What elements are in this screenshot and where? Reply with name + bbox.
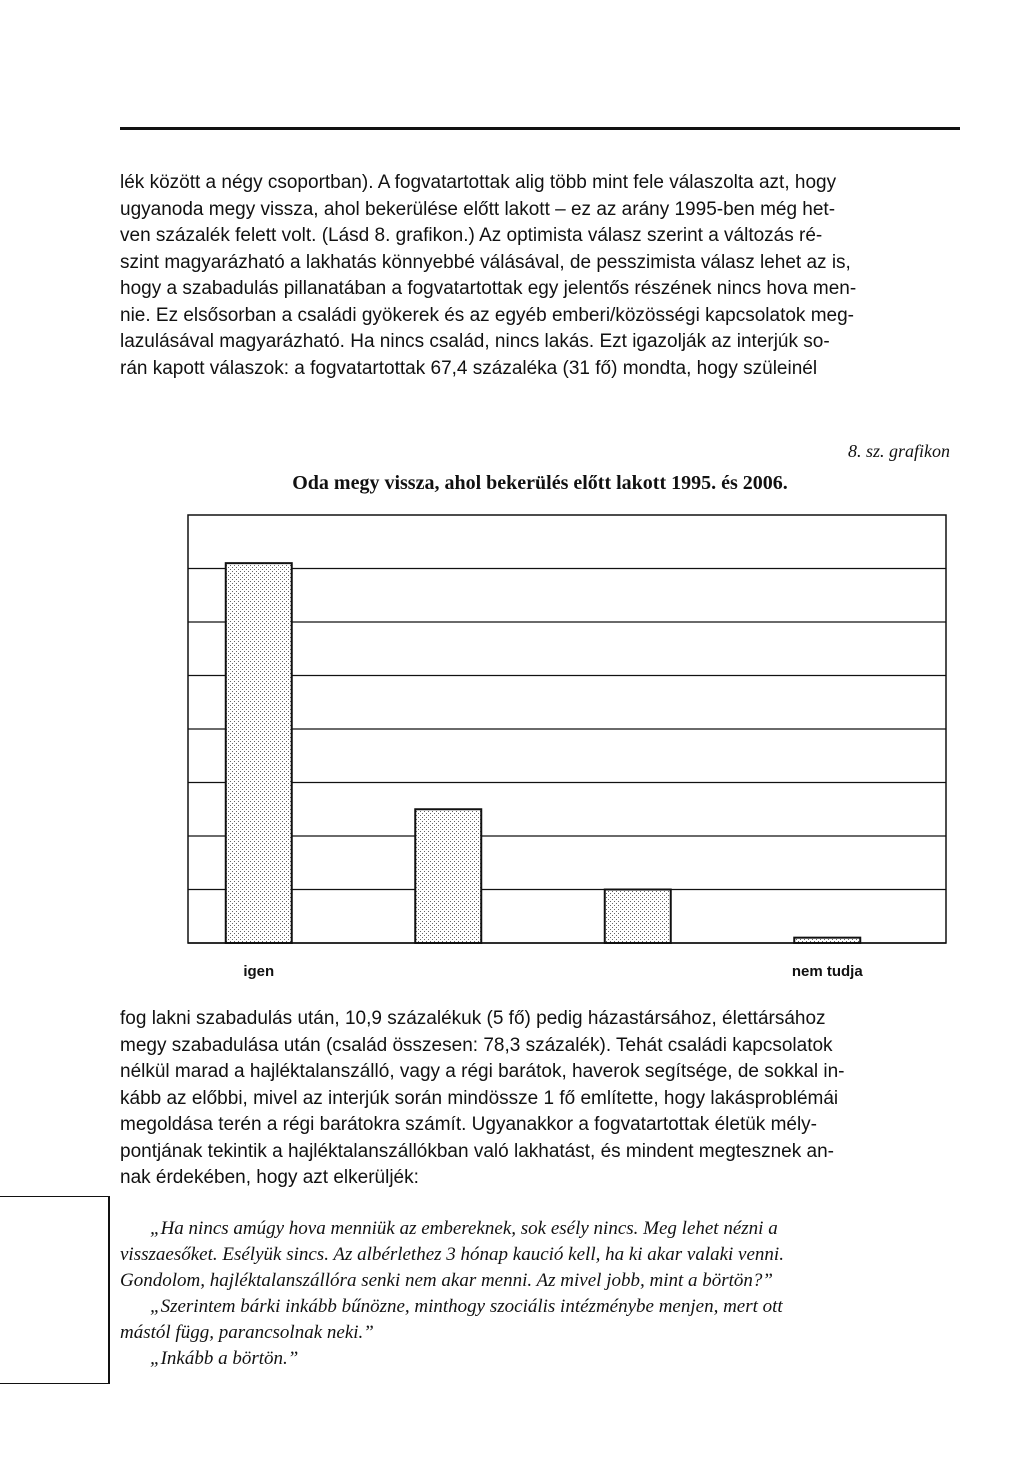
- quote-line: „Ha nincs amúgy hova menniük az embereknek, sok esély nincs. Meg lehet nézni a: [150, 1218, 778, 1239]
- text-line: lék között a négy csoportban). A fogvatartottak alig több mint fele válaszolta azt, hogy: [120, 172, 837, 193]
- chart-title: Oda megy vissza, ahol bekerülés előtt lakott 1995. és 2006.: [292, 472, 788, 494]
- text-line: ven százalék felett volt. (Lásd 8. grafikon.) Az optimista válasz szerint a változás ré-: [120, 225, 823, 246]
- text-line: pontjának tekintik a hajléktalanszállókban való lakhatást, és mindent megtesznek an-: [120, 1140, 834, 1162]
- bar: [415, 809, 481, 943]
- text-line: lazulásával magyarázható. Ha nincs család, nincs lakás. Ezt igazolják az interjúk so-: [120, 331, 830, 352]
- category-label: igen: [243, 963, 275, 980]
- quote-line: „Inkább a börtön.”: [150, 1348, 299, 1369]
- figure-label: 8. sz. grafikon: [847, 441, 950, 461]
- quote-line: Gondolom, hajléktalanszállóra senki nem akar menni. Az mivel jobb, mint a börtön?”: [120, 1270, 773, 1291]
- text-line: rán kapott válaszok: a fogvatartottak 67,4 százaléka (31 fő) mondta, hogy szüleinél: [120, 357, 818, 379]
- interview-quotes: [120, 1216, 960, 1372]
- text-line: hogy a szabadulás pillanatában a fogvatartottak egy jelentős részének nincs hova men-: [120, 278, 857, 299]
- text-line: ugyanoda megy vissza, ahol bekerülése előtt lakott – ez az arány 1995-ben még het-: [120, 198, 836, 220]
- text-line: szint magyarázható a lakhatás könnyebbé válásával, de pesszimista válasz lehet az is,: [120, 251, 851, 273]
- header-rule: [120, 127, 960, 130]
- text-line: megoldása terén a régi barátokra számít. Ugyanakkor a fogvatartottak életük mély-: [120, 1114, 818, 1135]
- margin-box: [0, 1196, 110, 1384]
- body-paragraph-top: [120, 170, 960, 382]
- quote-line: mástól függ, parancsolnak neki.”: [120, 1322, 374, 1343]
- category-label: nem tudja: [791, 963, 863, 980]
- text-line: nak érdekében, hogy azt elkerüljék:: [120, 1167, 419, 1188]
- bar: [605, 890, 671, 944]
- quote-line: visszaesőket. Esélyük sincs. Az albérlethez 3 hónap kaució kell, ha ki akar valaki venni.: [120, 1244, 784, 1265]
- bar: [226, 563, 292, 943]
- text-line: megy szabadulása után (család összesen: 78,3 százalék). Tehát családi kapcsolatok: [120, 1034, 833, 1056]
- bar-chart: [170, 505, 970, 985]
- text-line: kább az előbbi, mivel az interjúk során mindössze 1 fő említette, hogy lakásproblémái: [120, 1087, 839, 1109]
- text-line: nélkül marad a hajléktalanszálló, vagy a régi barátok, haverok segítsége, de sokkal in-: [120, 1061, 845, 1082]
- text-line: nie. Ez elsősorban a családi gyökerek és az egyéb emberi/közösségi kapcsolatok meg-: [120, 304, 854, 326]
- quote-line: „Szerintem bárki inkább bűnözne, minthogy szociális intézménybe menjen, mert ott: [150, 1296, 783, 1317]
- body-paragraph-bottom: [120, 1006, 960, 1192]
- bar: [794, 938, 860, 943]
- text-line: fog lakni szabadulás után, 10,9 százalékuk (5 fő) pedig házastársához, élettársához: [120, 1008, 826, 1029]
